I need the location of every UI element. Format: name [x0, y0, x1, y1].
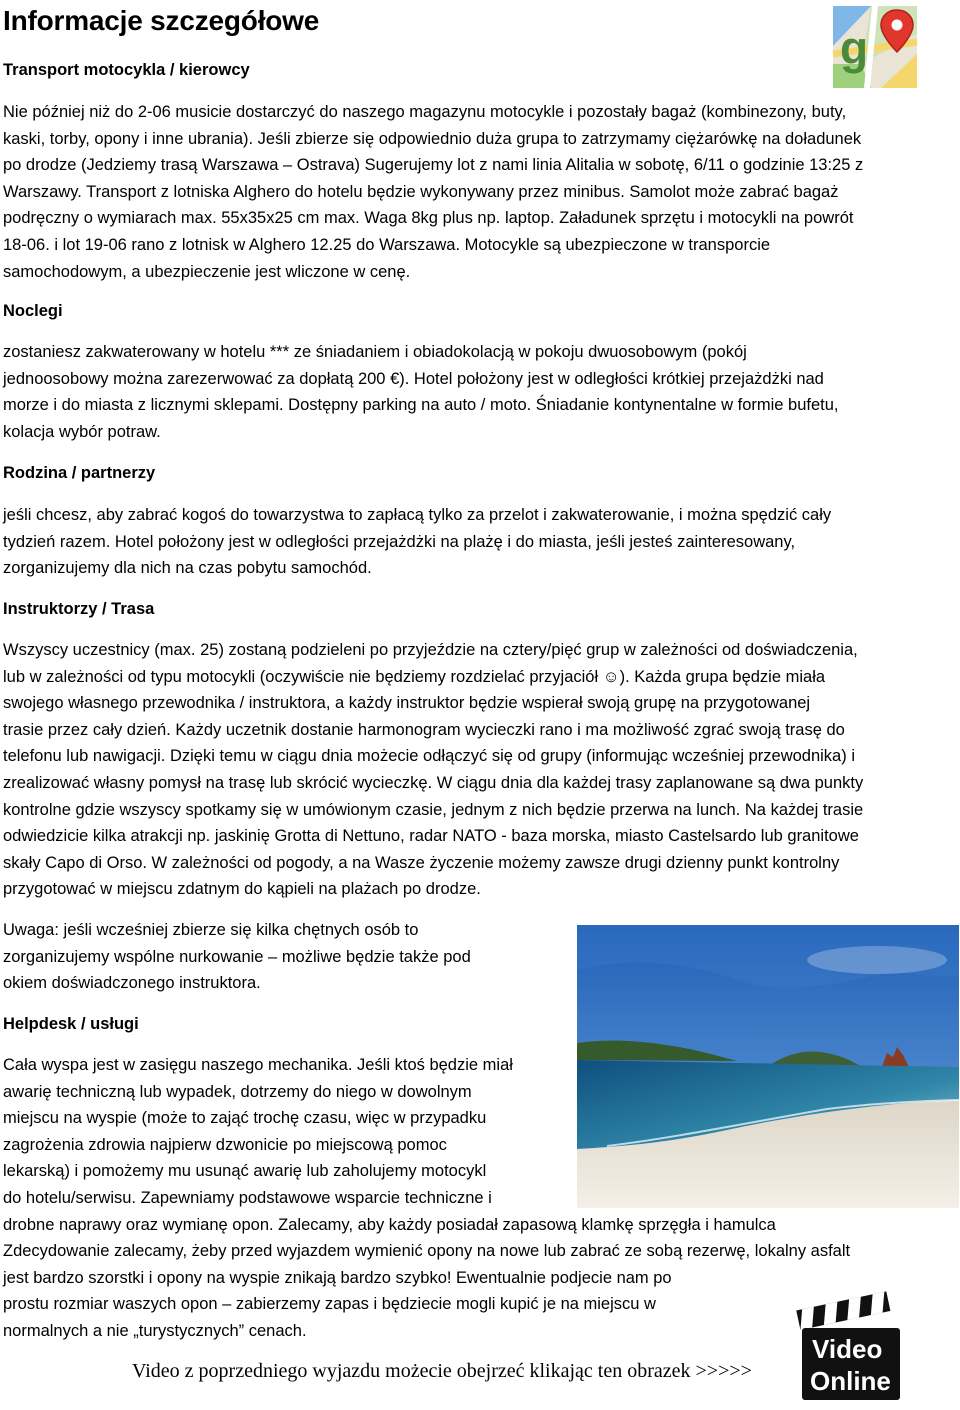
section-text-instruktorzy: Wszyscy uczestnicy (max. 25) zostaną podzieleni po przyjeździe na cztery/pięć grup w zależności od doświadczenia, lub w zależności od typu motocykli (oczywiście nie będziemy rozdzielać przyjaciół ☺). Każda grupa będzie miała swojego własnego przewodnika / instruktora, a każdy instruktor będzie wspierał swoją grupę na przygotowanej trasie przez cały dzień. Każdy uczetnik dostanie harmonogram wycieczki rano i ma możliwość zgrać swoją trasę do telefonu lub nawigacji. Dzięki temu w ciągu dnia możecie odłączyć się od grupy (informując wcześniej przewodnika) i zrealizować własny pomysł na trasę lub skrócić wycieczkę. W ciągu dnia dla każdej trasy zaplanowane są dwa punkty kontrolne gdzie wszyscy spotkamy się w umówionym czasie, jednym z nich będzie przerwa na lunch. Na każdej trasie odwiedzicie kilka atrakcji np. jaskinię Grotta di Nettuno, radar NATO - baza morska, miasto Castelsardo lub granitowe skały Capo di Orso. W zależności od pogody, a na Wasze życzenie możemy zawsze drugi dzienny punkt kontrolny przygotować w miejscu zdatnym do kąpieli na plażach po drodze.	[3, 641, 864, 899]
section-text-transport: Nie później niż do 2-06 musicie dostarczyć do naszego magazynu motocykle i pozostały bagaż (kombinezony, buty, kaski, torby, opony i inne ubrania). Jeśli zbierze się odpowiednio duża grupa to zatrzymamy ciężarówkę na doładunek po drodze (Jedziemy trasą Warszawa – Ostrava) Sugerujemy lot z nami linia Alitalia w sobotę, 6/11 o godzinie 13:25 z Warszawy. Transport z lotniska Alghero do hotelu będzie wykonywany przez minibus. Samolot może zabrać bagaż podręczny o wymiarach max. 55x35x25 cm max. Waga 8kg plus np. laptop. Załadunek sprzętu i motocykli na powrót 18-06. i lot 19-06 rano z lotnisk w Alghero 12.25 do Warszawa. Motocykle są ubezpieczone w transporcie samochodowym, a ubezpieczenie jest wliczone w cenę.	[3, 103, 864, 281]
section-heading-rodzina: Rodzina / partnerzy	[3, 464, 156, 482]
video-badge-line2: Online	[810, 1366, 891, 1396]
clapperboard-icon[interactable]	[790, 1282, 910, 1407]
section-text-helpdesk: Cała wyspa jest w zasięgu naszego mechanika. Jeśli ktoś będzie miał awarię techniczną lub wypadek, dotrzemy do niego w dowolnym miejscu na wyspie (może to zająć trochę czasu, więc w przypadku zagrożenia zdrowia najpierw dzwonicie po miejscową pomoc lekarską) i pomożemy mu usunąć awarię lub zaholujemy motocykl do hotelu/serwisu. Zapewniamy podstawowe wsparcie techniczne i drobne naprawy oraz wymianę opon. Zalecamy, aby każdy posiadał zapasową klamkę sprzęgła i hamulca Zdecydowanie zalecamy, żeby przed wyjazdem wymienić opony na nowe lub zabrać ze sobą rezerwę, lokalny asfalt jest bardzo szorstki i opony na wyspie znikają bardzo szybko! Ewentualnie podjecie nam po prostu rozmiar waszych opon – zabierzemy zapas i będziecie mogli kupić je na miejscu w normalnych a nie „turystycznych” cenach.	[3, 1056, 851, 1340]
google-maps-icon[interactable]	[831, 4, 919, 90]
section-heading-helpdesk: Helpdesk / usługi	[3, 1015, 139, 1033]
page-title: Informacje szczegółowe	[3, 5, 320, 36]
svg-text:g: g	[840, 22, 869, 74]
section-text-uwaga: Uwaga: jeśli wcześniej zbierze się kilka chętnych osób to zorganizujemy wspólne nurkowanie – możliwe będzie także pod okiem doświadczonego instruktora.	[3, 921, 471, 993]
video-link[interactable]: Video z poprzedniego wyjazdu możecie obejrzeć klikając ten obrazek >>>>>	[132, 1360, 752, 1382]
section-heading-instruktorzy: Instruktorzy / Trasa	[3, 600, 155, 618]
section-text-rodzina: jeśli chcesz, aby zabrać kogoś do towarzystwa to zapłacą tylko za przelot i zakwaterowanie, i można spędzić cały tydzień razem. Hotel położony jest w odległości przejażdżki na plażę i do miasta, jeśli jesteś zainteresowany, zorganizujemy dla nich na czas pobytu samochód.	[3, 506, 832, 578]
video-badge-line1: Video	[812, 1334, 883, 1364]
section-heading-transport: Transport motocykla / kierowcy	[3, 61, 250, 79]
section-text-noclegi: zostaniesz zakwaterowany w hotelu *** ze śniadaniem i obiadokolacją w pokoju dwuosobowym (pokój jednoosobowy można zarezerwować za dopłatą 200 €). Hotel położony jest w odległości krótkiej przejażdżki nad morze i do miasta z licznymi sklepami. Dostępny parking na auto / moto. Śniadanie kontynentalne w formie bufetu, kolacja wybór potraw.	[3, 343, 839, 441]
section-heading-noclegi: Noclegi	[3, 302, 63, 320]
beach-photo	[577, 925, 959, 1208]
